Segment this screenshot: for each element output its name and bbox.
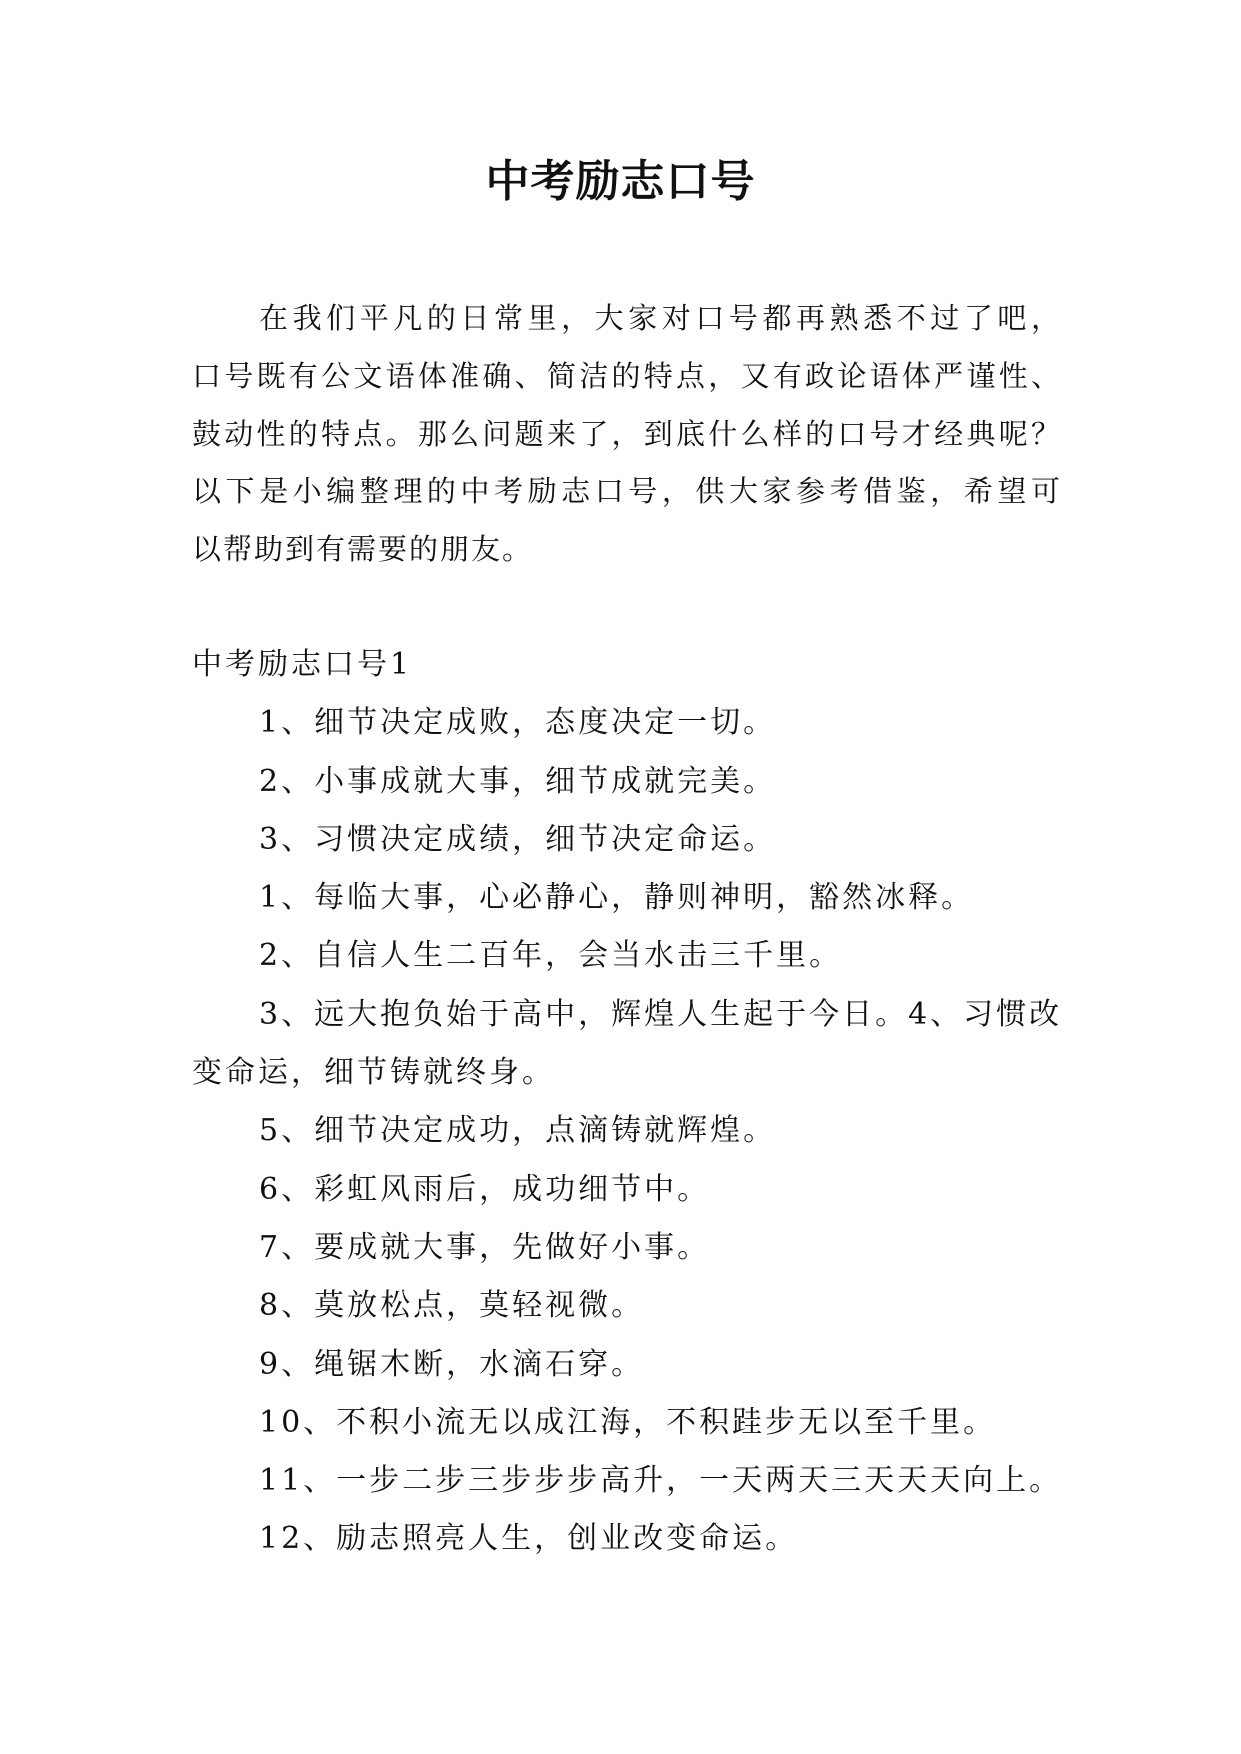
slogan-item: 11、一步二步三步步步高升，一天两天三天天天向上。 bbox=[259, 1463, 1063, 1499]
intro-paragraph bbox=[192, 290, 1062, 579]
slogan-item: 9、绳锯木断，水滴石穿。 bbox=[259, 1346, 645, 1382]
slogan-item: 2、自信人生二百年，会当水击三千里。 bbox=[259, 938, 843, 974]
intro-line: 以下是小编整理的中考励志口号，供大家参考借鉴，希望可 bbox=[192, 474, 1062, 509]
section-heading: 中考励志口号1 bbox=[192, 647, 413, 682]
slogan-item: 2、小事成就大事，细节成就完美。 bbox=[259, 763, 777, 799]
slogan-item: 3、习惯决定成绩，细节决定命运。 bbox=[259, 821, 777, 857]
document-title: 中考励志口号 bbox=[485, 156, 756, 207]
intro-line: 口号既有公文语体准确、简洁的特点，又有政论语体严谨性、 bbox=[192, 358, 1062, 393]
intro-line: 鼓动性的特点。那么问题来了，到底什么样的口号才经典呢？ bbox=[192, 416, 1062, 451]
slogan-item: 10、不积小流无以成江海，不积跬步无以至千里。 bbox=[259, 1404, 997, 1440]
slogan-item-continuation: 变命运，细节铸就终身。 bbox=[192, 1055, 555, 1091]
slogan-item: 12、励志照亮人生，创业改变命运。 bbox=[259, 1521, 799, 1557]
slogan-item: 7、要成就大事，先做好小事。 bbox=[259, 1229, 711, 1265]
intro-line: 在我们平凡的日常里，大家对口号都再熟悉不过了吧， bbox=[259, 301, 1062, 335]
slogan-item: 1、每临大事，心必静心，静则神明，豁然冰释。 bbox=[259, 880, 975, 916]
slogan-item: 8、莫放松点，莫轻视微。 bbox=[259, 1288, 645, 1324]
slogan-item: 1、细节决定成败，态度决定一切。 bbox=[259, 705, 777, 741]
slogan-item: 6、彩虹风雨后，成功细节中。 bbox=[259, 1171, 711, 1207]
slogan-item: 3、远大抱负始于高中，辉煌人生起于今日。4、习惯改 bbox=[259, 996, 1063, 1032]
slogan-section bbox=[192, 636, 1062, 1569]
slogan-item: 5、细节决定成功，点滴铸就辉煌。 bbox=[259, 1113, 777, 1149]
intro-line: 以帮助到有需要的朋友。 bbox=[192, 532, 534, 566]
